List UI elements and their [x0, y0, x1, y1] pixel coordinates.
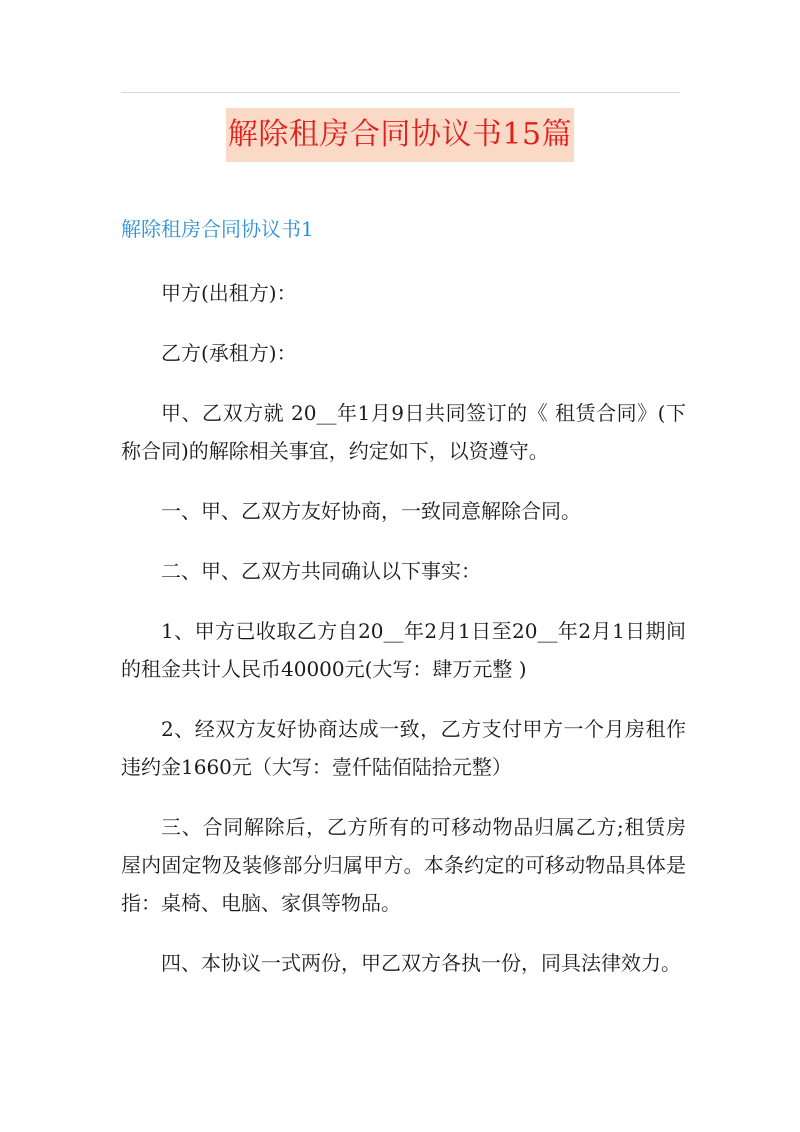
document-title: 解除租房合同协议书15篇 — [226, 108, 574, 162]
paragraph-clause-2: 二、甲、乙双方共同确认以下事实： — [161, 559, 481, 583]
document-body — [121, 274, 686, 1004]
section-heading: 解除租房合同协议书1 — [121, 217, 314, 241]
paragraph-party-a: 甲方(出租方)： — [161, 281, 297, 305]
title-container — [0, 108, 800, 162]
paragraph-party-b: 乙方(承租方)： — [161, 341, 297, 365]
paragraph-clause-3: 三、合同解除后，乙方所有的可移动物品归属乙方;租赁房屋内固定物及装修部分归属甲方。本条约定的可移动物品具体是指：桌椅、电脑、家俱等物品。 — [121, 815, 686, 915]
top-divider — [121, 92, 680, 93]
paragraph-clause-1: 一、甲、乙双方友好协商，一致同意解除合同。 — [161, 499, 581, 523]
paragraph-clause-2-item-2: 2、经双方友好协商达成一致，乙方支付甲方一个月房租作违约金1660元（大写：壹仟陆佰陆拾元整） — [121, 717, 686, 779]
paragraph-clause-4: 四、本协议一式两份，甲乙双方各执一份，同具法律效力。 — [161, 951, 681, 975]
paragraph-clause-2-item-1: 1、甲方已收取乙方自20__年2月1日至20__年2月1日期间的租金共计人民币40000元(大写：肆万元整 ) — [121, 619, 686, 681]
paragraph-intro: 甲、乙双方就 20__年1月9日共同签订的《 租赁合同》(下称合同)的解除相关事宜，约定如下，以资遵守。 — [121, 401, 686, 463]
